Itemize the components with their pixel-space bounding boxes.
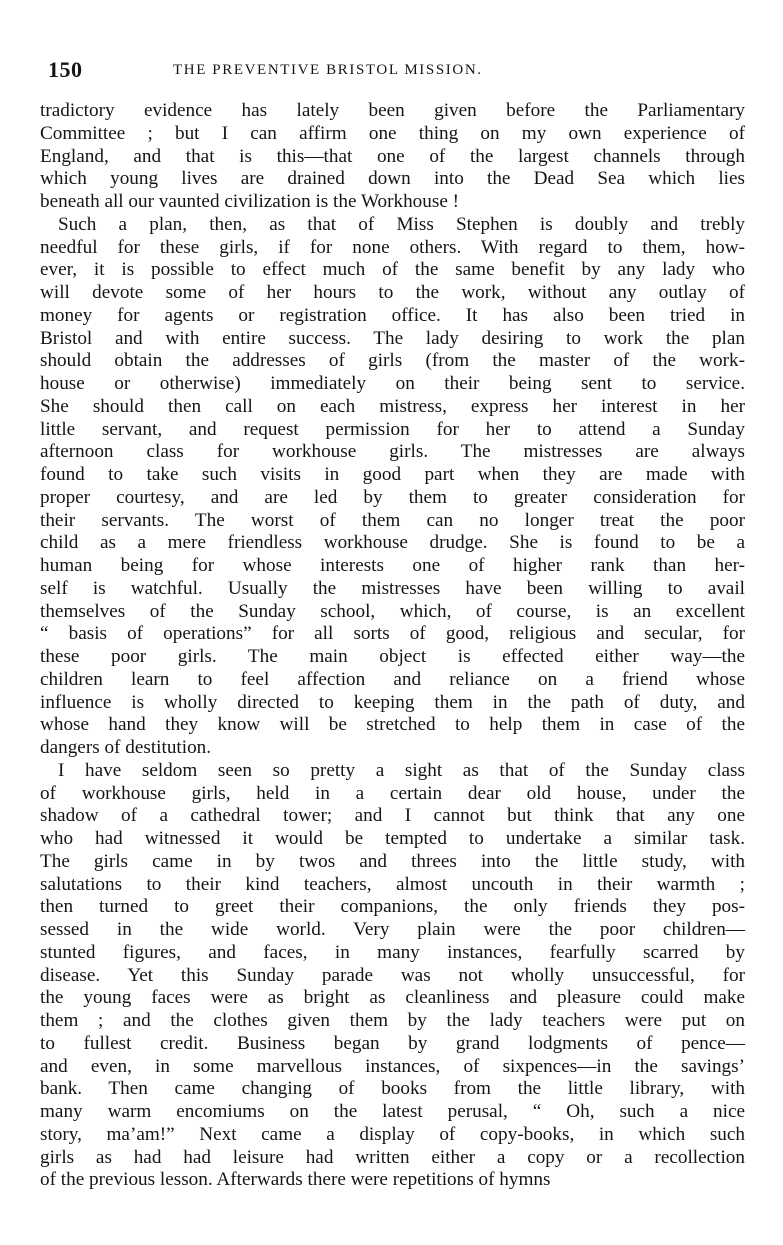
text-line: bank. Then came changing of books from the little library, with: [40, 1078, 745, 1100]
text-line: to fullest credit. Business began by grand lodgments of pence—: [40, 1032, 745, 1054]
text-line: house or otherwise) immediately on their being sent to service.: [40, 373, 745, 394]
text-line: “ basis of operations” for all sorts of good, religious and secular, for: [40, 623, 745, 645]
text-line: ever, it is possible to effect much of the same benefit by any lady who: [40, 259, 745, 281]
paragraph: [40, 100, 745, 214]
text-line: shadow of a cathedral tower; and I cannot but think that any one: [40, 805, 745, 827]
text-line: tradictory evidence has lately been given before the Parliamentary: [40, 100, 745, 121]
text-line: these poor girls. The main object is effected either way—the: [40, 646, 745, 667]
body-text: [40, 100, 745, 1192]
text-line: whose hand they know will be stretched to help them in case of the: [40, 714, 745, 736]
text-line: dangers of destitution.: [40, 737, 212, 758]
paragraph: [40, 214, 745, 760]
page-number: 150: [48, 57, 83, 82]
text-line: human being for whose interests one of higher rank than her-: [40, 555, 745, 576]
text-line: little servant, and request permission for her to attend a Sunday: [40, 418, 745, 440]
text-line: afternoon class for workhouse girls. The mistresses are always: [40, 441, 745, 463]
text-line: The girls came in by twos and threes into the little study, with: [40, 850, 745, 872]
text-line: girls as had had leisure had written either a copy or a recollection: [40, 1146, 745, 1168]
running-head: THE PREVENTIVE BRISTOL MISSION.: [173, 62, 483, 78]
text-line: influence is wholly directed to keeping them in the path of duty, and: [40, 691, 745, 713]
text-line: them ; and the clothes given them by the lady teachers were put on: [40, 1010, 745, 1031]
text-line: beneath all our vaunted civilization is the Workhouse !: [40, 191, 460, 212]
text-line: child as a mere friendless workhouse drudge. She is found to be a: [40, 532, 745, 554]
text-line: of workhouse girls, held in a certain dear old house, under the: [40, 782, 745, 804]
text-line: Such a plan, then, as that of Miss Stephen is doubly and trebly: [58, 213, 745, 235]
text-line: who had witnessed it would be tempted to undertake a similar task.: [40, 828, 745, 849]
text-line: disease. Yet this Sunday parade was not wholly unsuccessful, for: [40, 964, 745, 986]
text-line: should obtain the addresses of girls (from the master of the work-: [40, 350, 745, 372]
text-line: money for agents or registration office. It has also been tried in: [40, 304, 745, 326]
text-line: children learn to feel affection and reliance on a friend whose: [40, 668, 745, 690]
text-line: self is watchful. Usually the mistresses have been willing to avail: [40, 577, 745, 599]
book-page: [40, 52, 745, 1192]
text-line: story, ma’am!” Next came a display of copy-books, in which such: [40, 1123, 745, 1145]
text-line: England, and that is this—that one of the largest channels through: [40, 145, 745, 167]
text-line: their servants. The worst of them can no longer treat the poor: [40, 509, 745, 531]
text-line: which young lives are drained down into the Dead Sea which lies: [40, 168, 745, 190]
text-line: themselves of the Sunday school, which, of course, is an excellent: [40, 600, 745, 622]
text-line: needful for these girls, if for none others. With regard to them, how-: [40, 236, 745, 258]
text-line: and even, in some marvellous instances, of sixpences—in the savings’: [40, 1055, 745, 1077]
page-header: [40, 52, 745, 90]
text-line: then turned to greet their companions, the only friends they pos-: [40, 896, 745, 918]
text-line: I have seldom seen so pretty a sight as that of the Sunday class: [58, 759, 745, 781]
text-line: She should then call on each mistress, express her interest in her: [40, 395, 745, 417]
text-line: sessed in the wide world. Very plain were the poor children—: [40, 919, 745, 940]
text-line: salutations to their kind teachers, almost uncouth in their warmth ;: [40, 873, 745, 895]
text-line: Committee ; but I can affirm one thing on my own experience of: [40, 122, 745, 144]
text-line: stunted figures, and faces, in many instances, fearfully scarred by: [40, 941, 745, 963]
text-line: Bristol and with entire success. The lady desiring to work the plan: [40, 327, 745, 349]
text-line: proper courtesy, and are led by them to greater consideration for: [40, 486, 745, 508]
text-line: the young faces were as bright as cleanliness and pleasure could make: [40, 987, 745, 1009]
paragraph: [40, 760, 745, 1192]
text-line: many warm encomiums on the latest perusal, “ Oh, such a nice: [40, 1101, 745, 1122]
text-line: will devote some of her hours to the work, without any outlay of: [40, 282, 745, 303]
text-line: of the previous lesson. Afterwards there were repetitions of hymns: [40, 1169, 551, 1191]
text-line: found to take such visits in good part when they are made with: [40, 464, 745, 485]
